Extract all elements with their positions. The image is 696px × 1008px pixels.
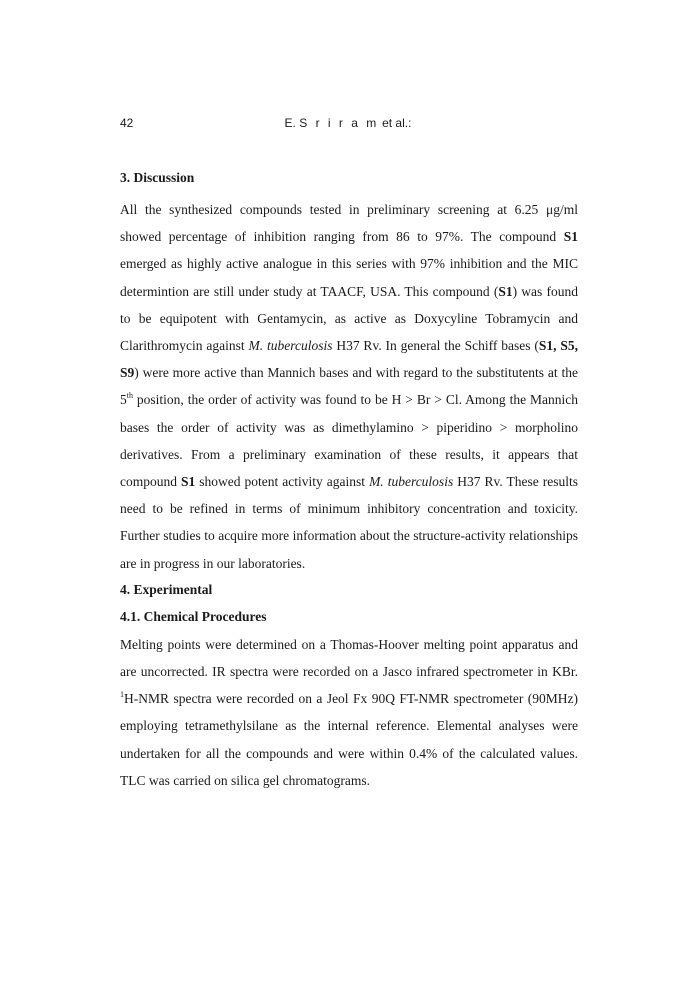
running-head bbox=[0, 116, 696, 130]
text-run: All the synthesized compounds tested in preliminary screening at 6.25 μg/ml showed percentage of inhibition ranging from 86 to 97%. The compound bbox=[120, 202, 578, 245]
superscript: th bbox=[126, 391, 133, 401]
compound-label: S1 bbox=[181, 474, 196, 490]
superscript: 1 bbox=[120, 690, 124, 700]
text-run: H37 Rv. These results need to be refined in terms of minimum inhibitory concentration and toxicity. Further studies to acquire more information about the structure-activity relationships are in progress in our laboratories. bbox=[120, 474, 578, 571]
species-name: M. tuberculosis bbox=[369, 474, 454, 490]
compound-label: S1 bbox=[498, 283, 513, 299]
author-initial: E. bbox=[284, 116, 296, 130]
discussion-paragraph bbox=[120, 196, 578, 577]
page-body bbox=[120, 168, 578, 794]
text-run: Melting points were determined on a Thomas-Hoover melting point apparatus and are uncorrected. IR spectra were recorded on a Jasco infrared spectrometer in KBr. bbox=[120, 636, 578, 680]
section-heading-discussion: 3. Discussion bbox=[120, 170, 195, 185]
compound-label: S1, S5, S9 bbox=[120, 338, 578, 381]
text-run: ) was found to be equipotent with Gentamycin, as active as Doxycyline Tobramycin and Clarithromycin against bbox=[120, 283, 578, 354]
text-run: position, the order of activity was found to be H > Br > Cl. Among the Mannich bases the order of activity was as dimethylamino > piperidino > morpholino derivatives. From a preliminary examination of these results, it appears that compound bbox=[120, 392, 578, 490]
text-run: emerged as highly active analogue in this series with 97% inhibition and the MIC determintion are still under study at TAACF, USA. This compound ( bbox=[120, 256, 578, 299]
page-number: 42 bbox=[120, 116, 134, 130]
section-heading-experimental: 4. Experimental bbox=[120, 581, 213, 597]
author-suffix: et al.: bbox=[382, 116, 412, 130]
species-name: M. tuberculosis bbox=[248, 338, 333, 354]
experimental-paragraph bbox=[120, 631, 578, 794]
text-run: H37 Rv. In general the Schiff bases ( bbox=[332, 338, 539, 354]
author-name: S r i r a m bbox=[299, 116, 379, 130]
subsection-heading-chemical-procedures: 4.1. Chemical Procedures bbox=[120, 608, 267, 624]
page-header bbox=[0, 116, 696, 136]
text-run: H-NMR spectra were recorded on a Jeol Fx 90Q FT-NMR spectrometer (90MHz) employing tetramethylsilane as the internal reference. Elemental analyses were undertaken for all the compounds and were within 0.4% of the calculated values. TLC was carried on silica gel chromatograms. bbox=[120, 691, 578, 788]
text-run: showed potent activity against bbox=[195, 474, 370, 490]
compound-label: S1 bbox=[563, 229, 578, 245]
text-run: ) were more active than Mannich bases and with regard to the substitutents at the 5 bbox=[120, 365, 578, 408]
